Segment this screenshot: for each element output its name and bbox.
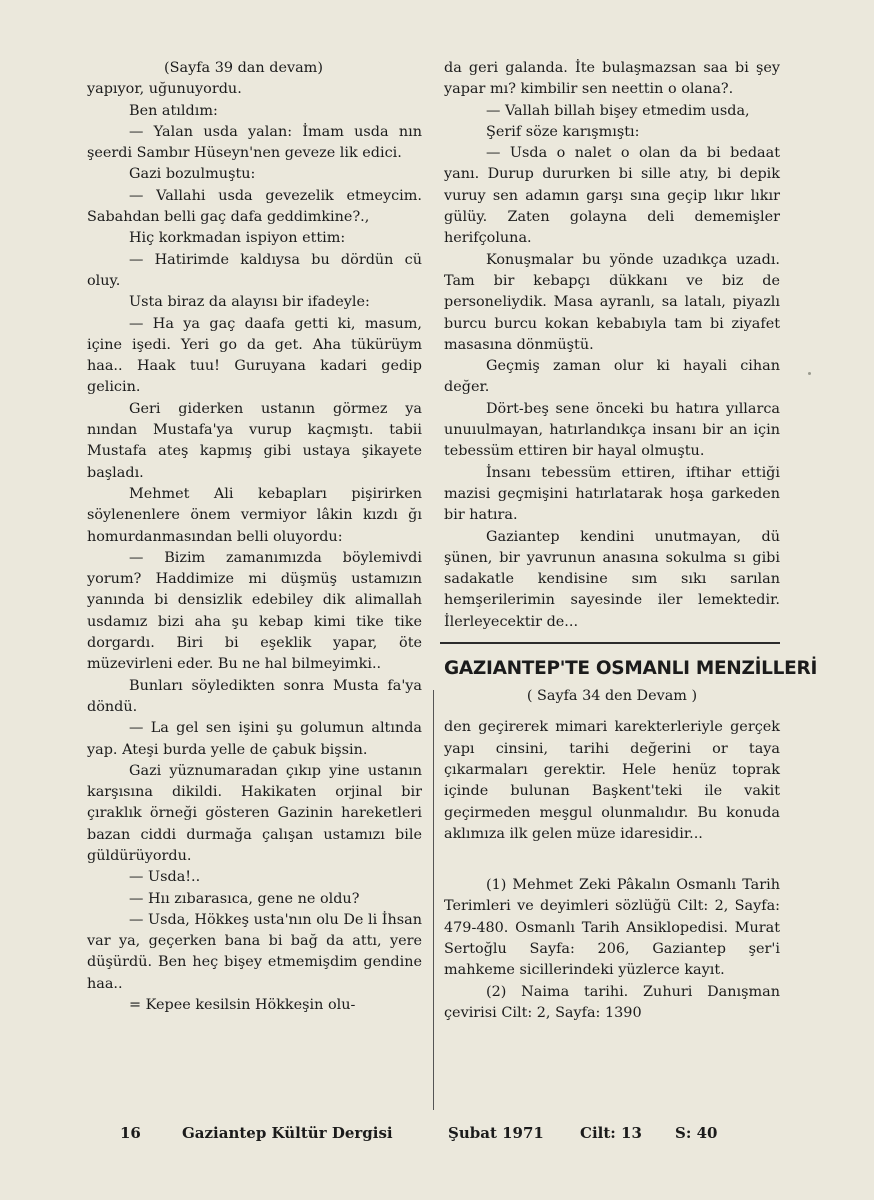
paragraph: — Vallahi usda gevezelik etmeycim. Sabahdan belli gaç dafa geddimkine?., <box>87 187 422 226</box>
section-body: den geçirerek mimari karekterleriyle gerçek yapı cinsini, tarihi değerini or taya çıkarmaları gerektir. Hele henüz toprak içinde bulunan Başkent'teki ile vakit geçirmeden meşgul olunmalıdır. Bu konuda aklımıza ilk gelen müze idaresidir... <box>444 719 780 842</box>
paragraph: Usta biraz da alayısı bir ifadeyle: <box>129 294 370 311</box>
paragraph: — La gel sen işini şu golumun altında yap. Ateşi burda yelle de çabuk bişsin. <box>87 720 422 758</box>
paragraph: Geri giderken ustanın görmez ya nından Mustafa'ya vurup kaçmıştı. tabii Mustafa ateş kapmış gibi ustaya şikayete başladı. <box>87 400 422 481</box>
page-number: 16 <box>120 1124 141 1142</box>
paragraph: — Usda o nalet o olan da bi bedaat yanı. Durup dururken bi sille atıy, bi depik vuruy sen adamın garşı sına geçip lıkır lıkır gülüy. Zaten golayna deli dememişler herifçoluna. <box>444 145 780 247</box>
magazine-name: Gaziantep Kültür Dergisi <box>182 1124 393 1142</box>
paragraph: yapıyor, uğunuyordu. <box>87 81 242 98</box>
paragraph: Gazi bozulmuştu: <box>129 166 256 183</box>
paragraph: — Hatirimde kaldıysa bu dördün cü oluy. <box>87 251 422 289</box>
continued-note: (Sayfa 39 dan devam) <box>164 60 323 76</box>
right-column <box>444 58 818 1024</box>
paragraph: da geri galanda. İte bulaşmazsan saa bi şey yapar mı? kimbilir sen neettin o olana?. <box>444 60 780 98</box>
paragraph: Bunları söyledikten sonra Musta fa'ya döndü. <box>87 677 422 715</box>
paragraph: — Usda, Hökkeş usta'nın olu De li İhsan var ya, geçerken bana bi bağ da attı, yere düşürdü. Ben heç bişey etmemişdim gendine haa.. <box>87 911 422 992</box>
paragraph: Gazi yüznumaradan çıkıp yine ustanın karşısına dikildi. Hakikaten orjinal bir çıraklık örneği gösteren Gazinin hareketleri bazan ciddi durmağa çalışan ustamızı bile güldürüyordu. <box>87 762 422 864</box>
paragraph: — Usda!.. <box>129 869 201 886</box>
issue-number: S: 40 <box>675 1124 718 1142</box>
section-title: GAZIANTEP'TE OSMANLI MENZİLLERİ <box>444 658 818 680</box>
print-speck <box>808 372 811 375</box>
paragraph: İnsanı tebessüm ettiren, iftihar ettiği mazisi geçmişini hatırlatarak hoşa garkeden bir hatıra. <box>444 464 780 524</box>
paragraph: Ben atıldım: <box>129 102 218 119</box>
section-subtitle: ( Sayfa 34 den Devam ) <box>526 688 698 705</box>
left-column <box>87 58 422 1016</box>
paragraph: — Ha ya gaç daafa getti ki, masum, içine işedi. Yeri go da get. Aha tükürüym haa.. Haak tuu! Guruyana kadari gedip gelicin. <box>87 315 422 396</box>
paragraph: Dört-beş sene önceki bu hatıra yıllarca unuıulmayan, hatırlandıkça insanı bir an için tebessüm ettiren bir hayal olmuştu. <box>444 400 780 460</box>
issue-date: Şubat 1971 <box>448 1124 544 1142</box>
paragraph: — Bizim zamanımızda böylemivdi yorum? Haddimize mi düşmüş ustamızın yanında bi densizlik edebiley dik alimallah usdamız bizi aha şu kebap kimi tike tike dorgardı. Biri bi eşeklik yapar, öte müzevirleni eder. Bu ne hal bilmeyimki.. <box>87 549 422 673</box>
paragraph: — Yalan usda yalan: İmam usda nın şeerdi Sambır Hüseyn'nen geveze lik edici. <box>87 123 422 162</box>
paragraph: Konuşmalar bu yönde uzadıkça uzadı. Tam bir kebapçı dükkanı ve biz de personeliydik. Masa ayranlı, sa latalı, piyazlı burcu burcu kokan kebabıyla tam bi ziyafet masasına dönmüştü. <box>444 251 780 353</box>
footnote: (1) Mehmet Zeki Pâkalın Osmanlı Tarih Terimleri ve deyimleri sözlüğü Cilt: 2, Sayfa: 479-480. Osmanlı Tarih Ansiklopedisi. Murat Sertoğlu Sayfa: 206, Gaziantep şer'i mahkeme sicillerindeki yüzlerce kayıt. <box>444 877 780 979</box>
paragraph: Mehmet Ali kebapları pişirirken söylenenlere önem vermiyor lâkin kızdı ğı homurdanmasından belli oluyordu: <box>87 485 422 545</box>
paragraph: = Kepee kesilsin Hökkeşin olu- <box>129 997 356 1014</box>
paragraph: Hiç korkmadan ispiyon ettim: <box>129 230 346 247</box>
paragraph: Şerif söze karışmıştı: <box>486 123 640 140</box>
paragraph: Geçmiş zaman olur ki hayali cihan değer. <box>444 358 780 396</box>
volume-label: Cilt: 13 <box>580 1124 642 1142</box>
paragraph: — Hıı zıbarasıca, gene ne oldu? <box>129 890 360 907</box>
paragraph: Gaziantep kendini unutmayan, dü şünen, bir yavrunun anasına sokulma sı gibi sadakatle kendisine sım sıkı sarılan hemşerilerimin sayesinde iler lemektedir. İlerleyecektir de... <box>444 528 780 630</box>
paragraph: — Vallah billah bişey etmedim usda, <box>486 102 750 119</box>
footnote: (2) Naima tarihi. Zuhuri Danışman çevirisi Cilt: 2, Sayfa: 1390 <box>444 983 780 1021</box>
section-separator <box>440 642 780 644</box>
column-divider <box>433 690 434 1110</box>
